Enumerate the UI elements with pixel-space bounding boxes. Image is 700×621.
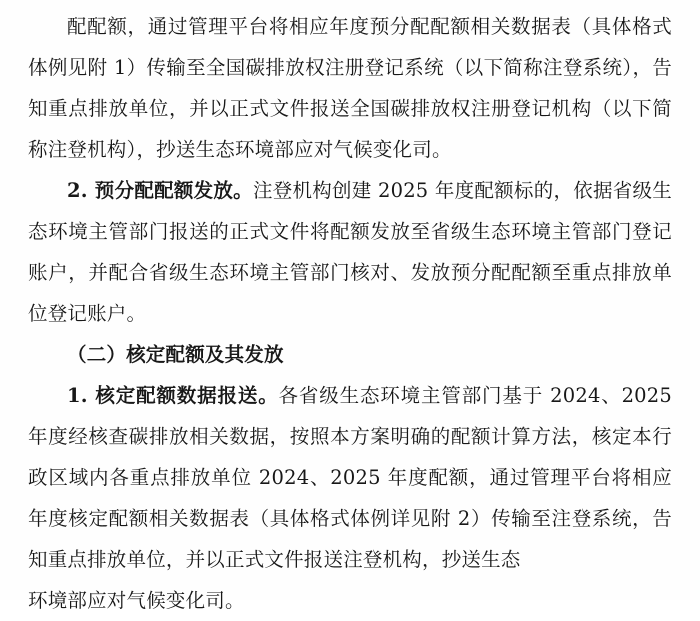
section-heading-text: （二）核定配额及其发放 bbox=[67, 343, 284, 366]
paragraph-text: 各省级生态环境主管部门基于 2024、2025 年度经核查碳排放相关数据，按照本方案明确的配额计算方法，核定本行政区域内各重点排放单位 2024、2025 年度配额，通过管理平台将相应年度核定配额相关数据表（具体格式体例详见附 2）传输至注登系统，告知重点排放单位，并以正式文件报送注登机构，抄送生态 bbox=[28, 384, 672, 571]
paragraph-text: 注登机构创建 2025 年度配额标的，依据省级生态环境主管部门报送的正式文件将配额发放至省级生态环境主管部门登记账户，并配合省级生态环境主管部门核对、发放预分配配额至重点排放单位登记账户。 bbox=[28, 179, 672, 325]
paragraph-lead-bold: 2. 预分配配额发放。 bbox=[67, 179, 253, 202]
document-body bbox=[28, 6, 672, 621]
paragraph-cutoff-line bbox=[28, 580, 672, 621]
paragraph-text: 配配额，通过管理平台将相应年度预分配配额相关数据表（具体格式体例见附 1）传输至全国碳排放权注册登记系统（以下简称注登系统），告知重点排放单位，并以正式文件报送全国碳排放权注册登记机构（以下简称注登机构），抄送生态环境部应对气候变化司。 bbox=[28, 15, 672, 161]
section-heading-two bbox=[28, 334, 672, 375]
paragraph-verified-quota-report bbox=[28, 375, 672, 580]
paragraph-lead-bold: 1. 核定配额数据报送。 bbox=[67, 384, 279, 407]
paragraph-prealloc-issue bbox=[28, 170, 672, 334]
paragraph-text: 环境部应对气候变化司。 bbox=[28, 589, 245, 612]
paragraph-continued bbox=[28, 6, 672, 170]
